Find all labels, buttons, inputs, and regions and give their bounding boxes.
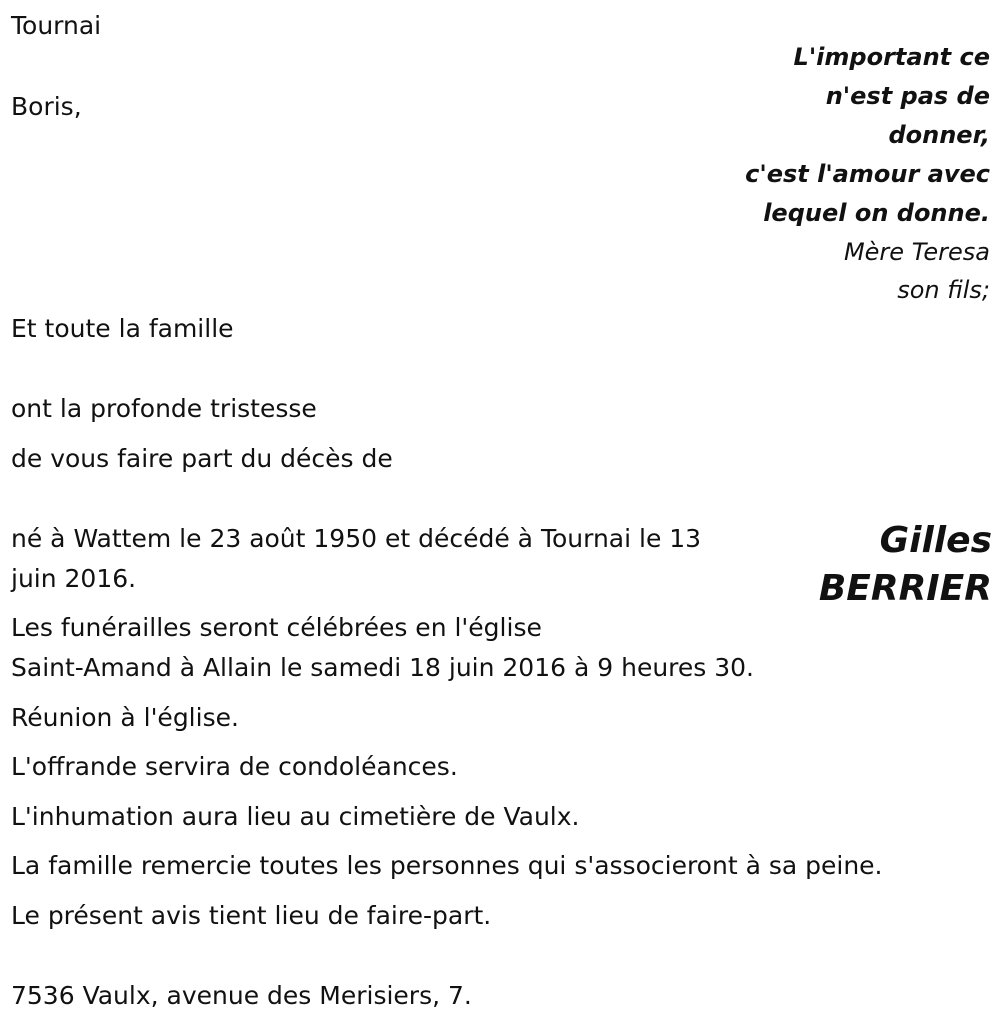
quote-line: L'important ce	[793, 43, 990, 71]
memorial-quote	[690, 38, 990, 309]
funeral-line-1: Les funérailles seront célébrées en l'église	[11, 613, 542, 642]
offering-line: L'offrande servira de condoléances.	[11, 752, 458, 781]
thanks-line: La famille remercie toutes les personnes qui s'associeront à sa peine.	[11, 851, 883, 880]
quote-author: Mère Teresa	[843, 238, 990, 266]
birth-death-text: né à Wattem le 23 août 1950 et décédé à Tournai le 13 juin 2016.	[11, 524, 702, 593]
announcement-line-1: ont la profonde tristesse	[11, 394, 317, 423]
deceased-last-name: BERRIER	[818, 568, 992, 609]
notice-line: Le présent avis tient lieu de faire-part.	[11, 901, 492, 930]
burial-line: L'inhumation aura lieu au cimetière de Vaulx.	[11, 802, 580, 831]
quote-line: n'est pas de	[825, 82, 990, 110]
widower-name: Boris,	[11, 92, 82, 121]
quote-trailing-relation: son fils;	[897, 276, 990, 304]
deceased-first-name: Gilles	[879, 520, 992, 561]
deceased-name	[819, 517, 992, 613]
announcement-line-2: de vous faire part du décès de	[11, 444, 393, 473]
address-line: 7536 Vaulx, avenue des Merisiers, 7.	[11, 981, 472, 1010]
quote-line: donner,	[888, 121, 990, 149]
quote-line: c'est l'amour avec	[745, 160, 990, 188]
quote-line: lequel on donne.	[763, 199, 990, 227]
family-line: Et toute la famille	[11, 314, 234, 343]
place-heading: Tournai	[11, 11, 102, 40]
funeral-line-2: Saint-Amand à Allain le samedi 18 juin 2016 à 9 heures 30.	[11, 653, 755, 682]
gathering-line: Réunion à l'église.	[11, 703, 239, 732]
